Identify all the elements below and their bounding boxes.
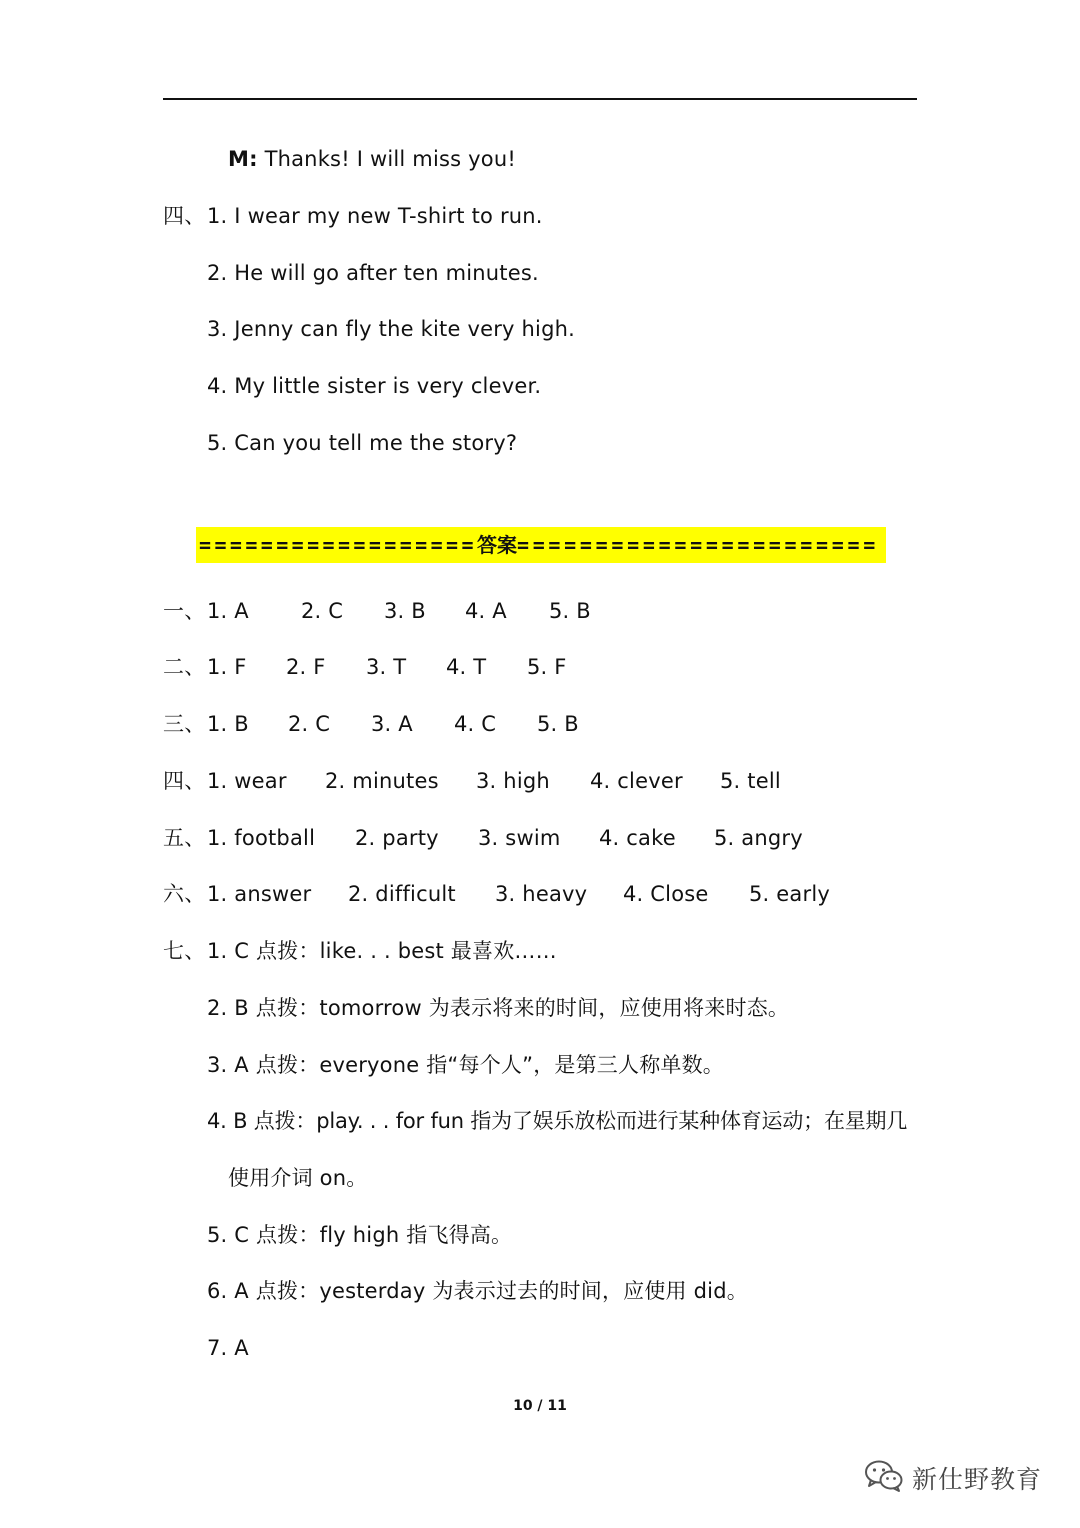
section4-sentence-3: 3. Jenny can fly the kite very high. bbox=[207, 317, 575, 341]
dialog-line bbox=[228, 144, 516, 174]
section4-sentence-4: 4. My little sister is very clever. bbox=[207, 374, 542, 398]
answer-item: 5. tell bbox=[720, 769, 781, 793]
section4-sentence-2: 2. He will go after ten minutes. bbox=[207, 261, 539, 285]
answer-item: 4. C bbox=[454, 712, 497, 736]
header-rule bbox=[163, 98, 917, 100]
answer-item: 2. F bbox=[286, 655, 326, 679]
answer-row-5 bbox=[163, 823, 923, 853]
answer-item: 2. difficult bbox=[348, 882, 456, 906]
answer-item: 3. B bbox=[384, 599, 426, 623]
answer-item: 4. clever bbox=[590, 769, 683, 793]
answer-item: 3. heavy bbox=[495, 882, 588, 906]
answer-item: 2. minutes bbox=[325, 769, 439, 793]
answer-item: 1. answer bbox=[207, 882, 312, 906]
answer-item: 3. T bbox=[366, 655, 407, 679]
answer-item: 5. B bbox=[537, 712, 579, 736]
answer-banner bbox=[196, 527, 886, 563]
answer-row-2 bbox=[163, 652, 923, 682]
answer-item: 1. football bbox=[207, 826, 316, 850]
answer-row-1 bbox=[163, 596, 923, 626]
section4-prefix: 四、 bbox=[163, 204, 206, 228]
answer-item: 4. A bbox=[465, 599, 507, 623]
answer-item: 2. party bbox=[355, 826, 439, 850]
section7-item-3: 3. A 点拨：everyone 指“每个人”，是第三人称单数。 bbox=[207, 1053, 724, 1077]
banner-left-equals: ================== bbox=[199, 533, 477, 557]
answer-item: 4. cake bbox=[599, 826, 676, 850]
answer-item: 3. A bbox=[371, 712, 413, 736]
section7-item-7: 7. A bbox=[207, 1336, 249, 1360]
section7-item-1: 1. C 点拨：like. . . best 最喜欢…… bbox=[207, 939, 557, 963]
answer-row-6 bbox=[163, 879, 923, 909]
answer-item: 3. high bbox=[476, 769, 550, 793]
section7-item-4: 4. B 点拨：play. . . for fun 指为了娱乐放松而进行某种体育运动；在星期几 bbox=[207, 1109, 908, 1133]
answer-row-prefix: 五、 bbox=[163, 826, 206, 850]
answer-row-4 bbox=[163, 766, 923, 796]
dialog-speaker: M: bbox=[228, 147, 258, 171]
answer-row-prefix: 三、 bbox=[163, 712, 206, 736]
answer-item: 4. T bbox=[446, 655, 487, 679]
watermark bbox=[864, 1458, 1042, 1498]
banner-right-equals: ======================= bbox=[516, 533, 879, 557]
answer-item: 5. B bbox=[549, 599, 591, 623]
section4-sentence-5: 5. Can you tell me the story? bbox=[207, 431, 518, 455]
section7-item-6: 6. A 点拨：yesterday 为表示过去的时间，应使用 did。 bbox=[207, 1279, 748, 1303]
section7-item-4-continued: 使用介词 on。 bbox=[228, 1166, 368, 1190]
section7-item-5: 5. C 点拨：fly high 指飞得高。 bbox=[207, 1223, 513, 1247]
section7-item-2: 2. B 点拨：tomorrow 为表示将来的时间，应使用将来时态。 bbox=[207, 996, 790, 1020]
answer-item: 5. F bbox=[527, 655, 567, 679]
section4-sentence-1: 1. I wear my new T-shirt to run. bbox=[207, 204, 543, 228]
page-number: 10 / 11 bbox=[513, 1398, 567, 1414]
dialog-text: Thanks! I will miss you! bbox=[257, 147, 516, 171]
answer-row-prefix: 六、 bbox=[163, 882, 206, 906]
section7-prefix: 七、 bbox=[163, 939, 206, 963]
wechat-icon bbox=[864, 1459, 904, 1497]
answer-item: 2. C bbox=[301, 599, 344, 623]
answer-item: 4. Close bbox=[623, 882, 709, 906]
answer-item: 5. early bbox=[749, 882, 830, 906]
answer-row-prefix: 一、 bbox=[163, 599, 206, 623]
answer-row-prefix: 二、 bbox=[163, 655, 206, 679]
answer-row-3 bbox=[163, 709, 923, 739]
watermark-text: 新仕野教育 bbox=[912, 1465, 1043, 1494]
banner-label: 答案 bbox=[476, 533, 517, 557]
answer-item: 5. angry bbox=[714, 826, 803, 850]
answer-item: 1. A bbox=[207, 599, 249, 623]
answer-item: 1. B bbox=[207, 712, 249, 736]
answer-item: 1. F bbox=[207, 655, 247, 679]
answer-row-prefix: 四、 bbox=[163, 769, 206, 793]
answer-item: 2. C bbox=[288, 712, 331, 736]
answer-item: 3. swim bbox=[478, 826, 561, 850]
answer-item: 1. wear bbox=[207, 769, 287, 793]
